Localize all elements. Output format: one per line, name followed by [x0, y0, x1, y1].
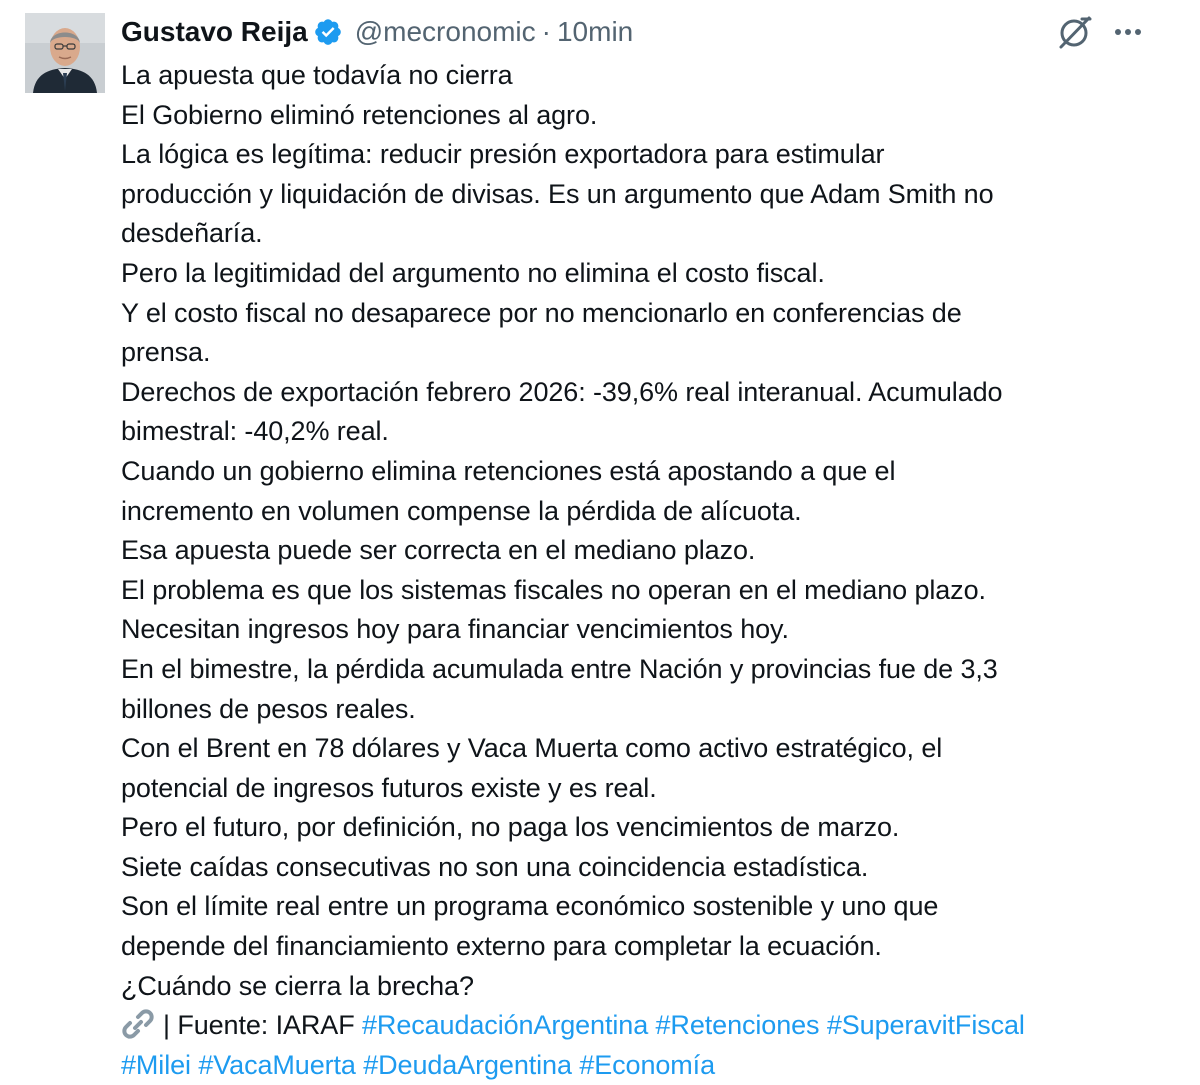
tweet-timestamp[interactable]: 10min — [556, 16, 634, 47]
tweet-line: Necesitan ingresos hoy para financiar vencimientos hoy. — [121, 614, 789, 645]
tweet-line: Derechos de exportación febrero 2026: -39,6% real interanual. Acumulado — [121, 376, 1003, 407]
tweet-line: billones de pesos reales. — [121, 693, 416, 724]
avatar-photo — [25, 13, 105, 93]
tweet-line: Pero la legitimidad del argumento no elimina el costo fiscal. — [121, 257, 825, 288]
author-handle[interactable]: @mecronomic — [354, 16, 536, 47]
hashtag-link[interactable]: #RecaudaciónArgentina — [362, 1010, 649, 1041]
hashtag-link[interactable]: #Economía — [579, 1049, 715, 1080]
link-emoji-icon — [121, 1009, 155, 1039]
tweet-text — [121, 56, 1191, 1085]
tweet-line: Y el costo fiscal no desaparece por no mencionarlo en conferencias de — [121, 297, 962, 328]
tweet-line: depende del financiamiento externo para completar la ecuación. — [121, 931, 882, 962]
tweet-line: En el bimestre, la pérdida acumulada entre Nación y provincias fue de 3,3 — [121, 653, 998, 684]
tweet-line: La lógica es legítima: reducir presión exportadora para estimular — [121, 139, 885, 170]
hashtag-link[interactable]: #VacaMuerta — [198, 1049, 356, 1080]
hashtag-link[interactable]: #Retenciones — [655, 1010, 820, 1041]
tweet-line: Son el límite real entre un programa económico sostenible y uno que — [121, 891, 939, 922]
hashtag-link[interactable]: #Milei — [121, 1049, 191, 1080]
tweet-line: La apuesta que todavía no cierra — [121, 60, 513, 90]
tweet-line: El Gobierno eliminó retenciones al agro. — [121, 99, 598, 130]
tweet-line: El problema es que los sistemas fiscales no operan en el mediano plazo. — [121, 574, 986, 605]
tweet-header — [121, 12, 633, 52]
tweet-line: desdeñaría. — [121, 218, 263, 249]
tweet-line: Siete caídas consecutivas no son una coincidencia estadística. — [121, 851, 869, 882]
tweet-line: Esa apuesta puede ser correcta en el mediano plazo. — [121, 535, 756, 566]
avatar[interactable] — [25, 13, 105, 93]
header-separator: · — [541, 16, 551, 47]
hashtag-link[interactable]: #SuperavitFiscal — [826, 1010, 1025, 1041]
grok-icon[interactable] — [1056, 13, 1094, 51]
hashtag-line — [121, 1046, 1191, 1085]
tweet-line: potencial de ingresos futuros existe y es real. — [121, 772, 657, 803]
source-label: | Fuente: IARAF — [163, 1010, 355, 1041]
tweet-line: ¿Cuándo se cierra la brecha? — [121, 970, 474, 1001]
tweet-line: incremento en volumen compense la pérdida de alícuota. — [121, 495, 802, 526]
tweet-line: Cuando un gobierno elimina retenciones está apostando a que el — [121, 455, 896, 486]
tweet-line: producción y liquidación de divisas. Es un argumento que Adam Smith no — [121, 178, 994, 209]
more-icon[interactable] — [1110, 17, 1146, 47]
verified-badge-icon[interactable] — [313, 17, 343, 47]
tweet-line: bimestral: -40,2% real. — [121, 416, 389, 447]
author-name[interactable]: Gustavo Reija — [121, 16, 308, 47]
tweet-line: prensa. — [121, 337, 211, 368]
source-line — [121, 1006, 1191, 1046]
hashtag-link[interactable]: #DeudaArgentina — [363, 1049, 572, 1080]
tweet-line: Con el Brent en 78 dólares y Vaca Muerta como activo estratégico, el — [121, 733, 943, 764]
tweet-line: Pero el futuro, por definición, no paga los vencimientos de marzo. — [121, 812, 900, 843]
